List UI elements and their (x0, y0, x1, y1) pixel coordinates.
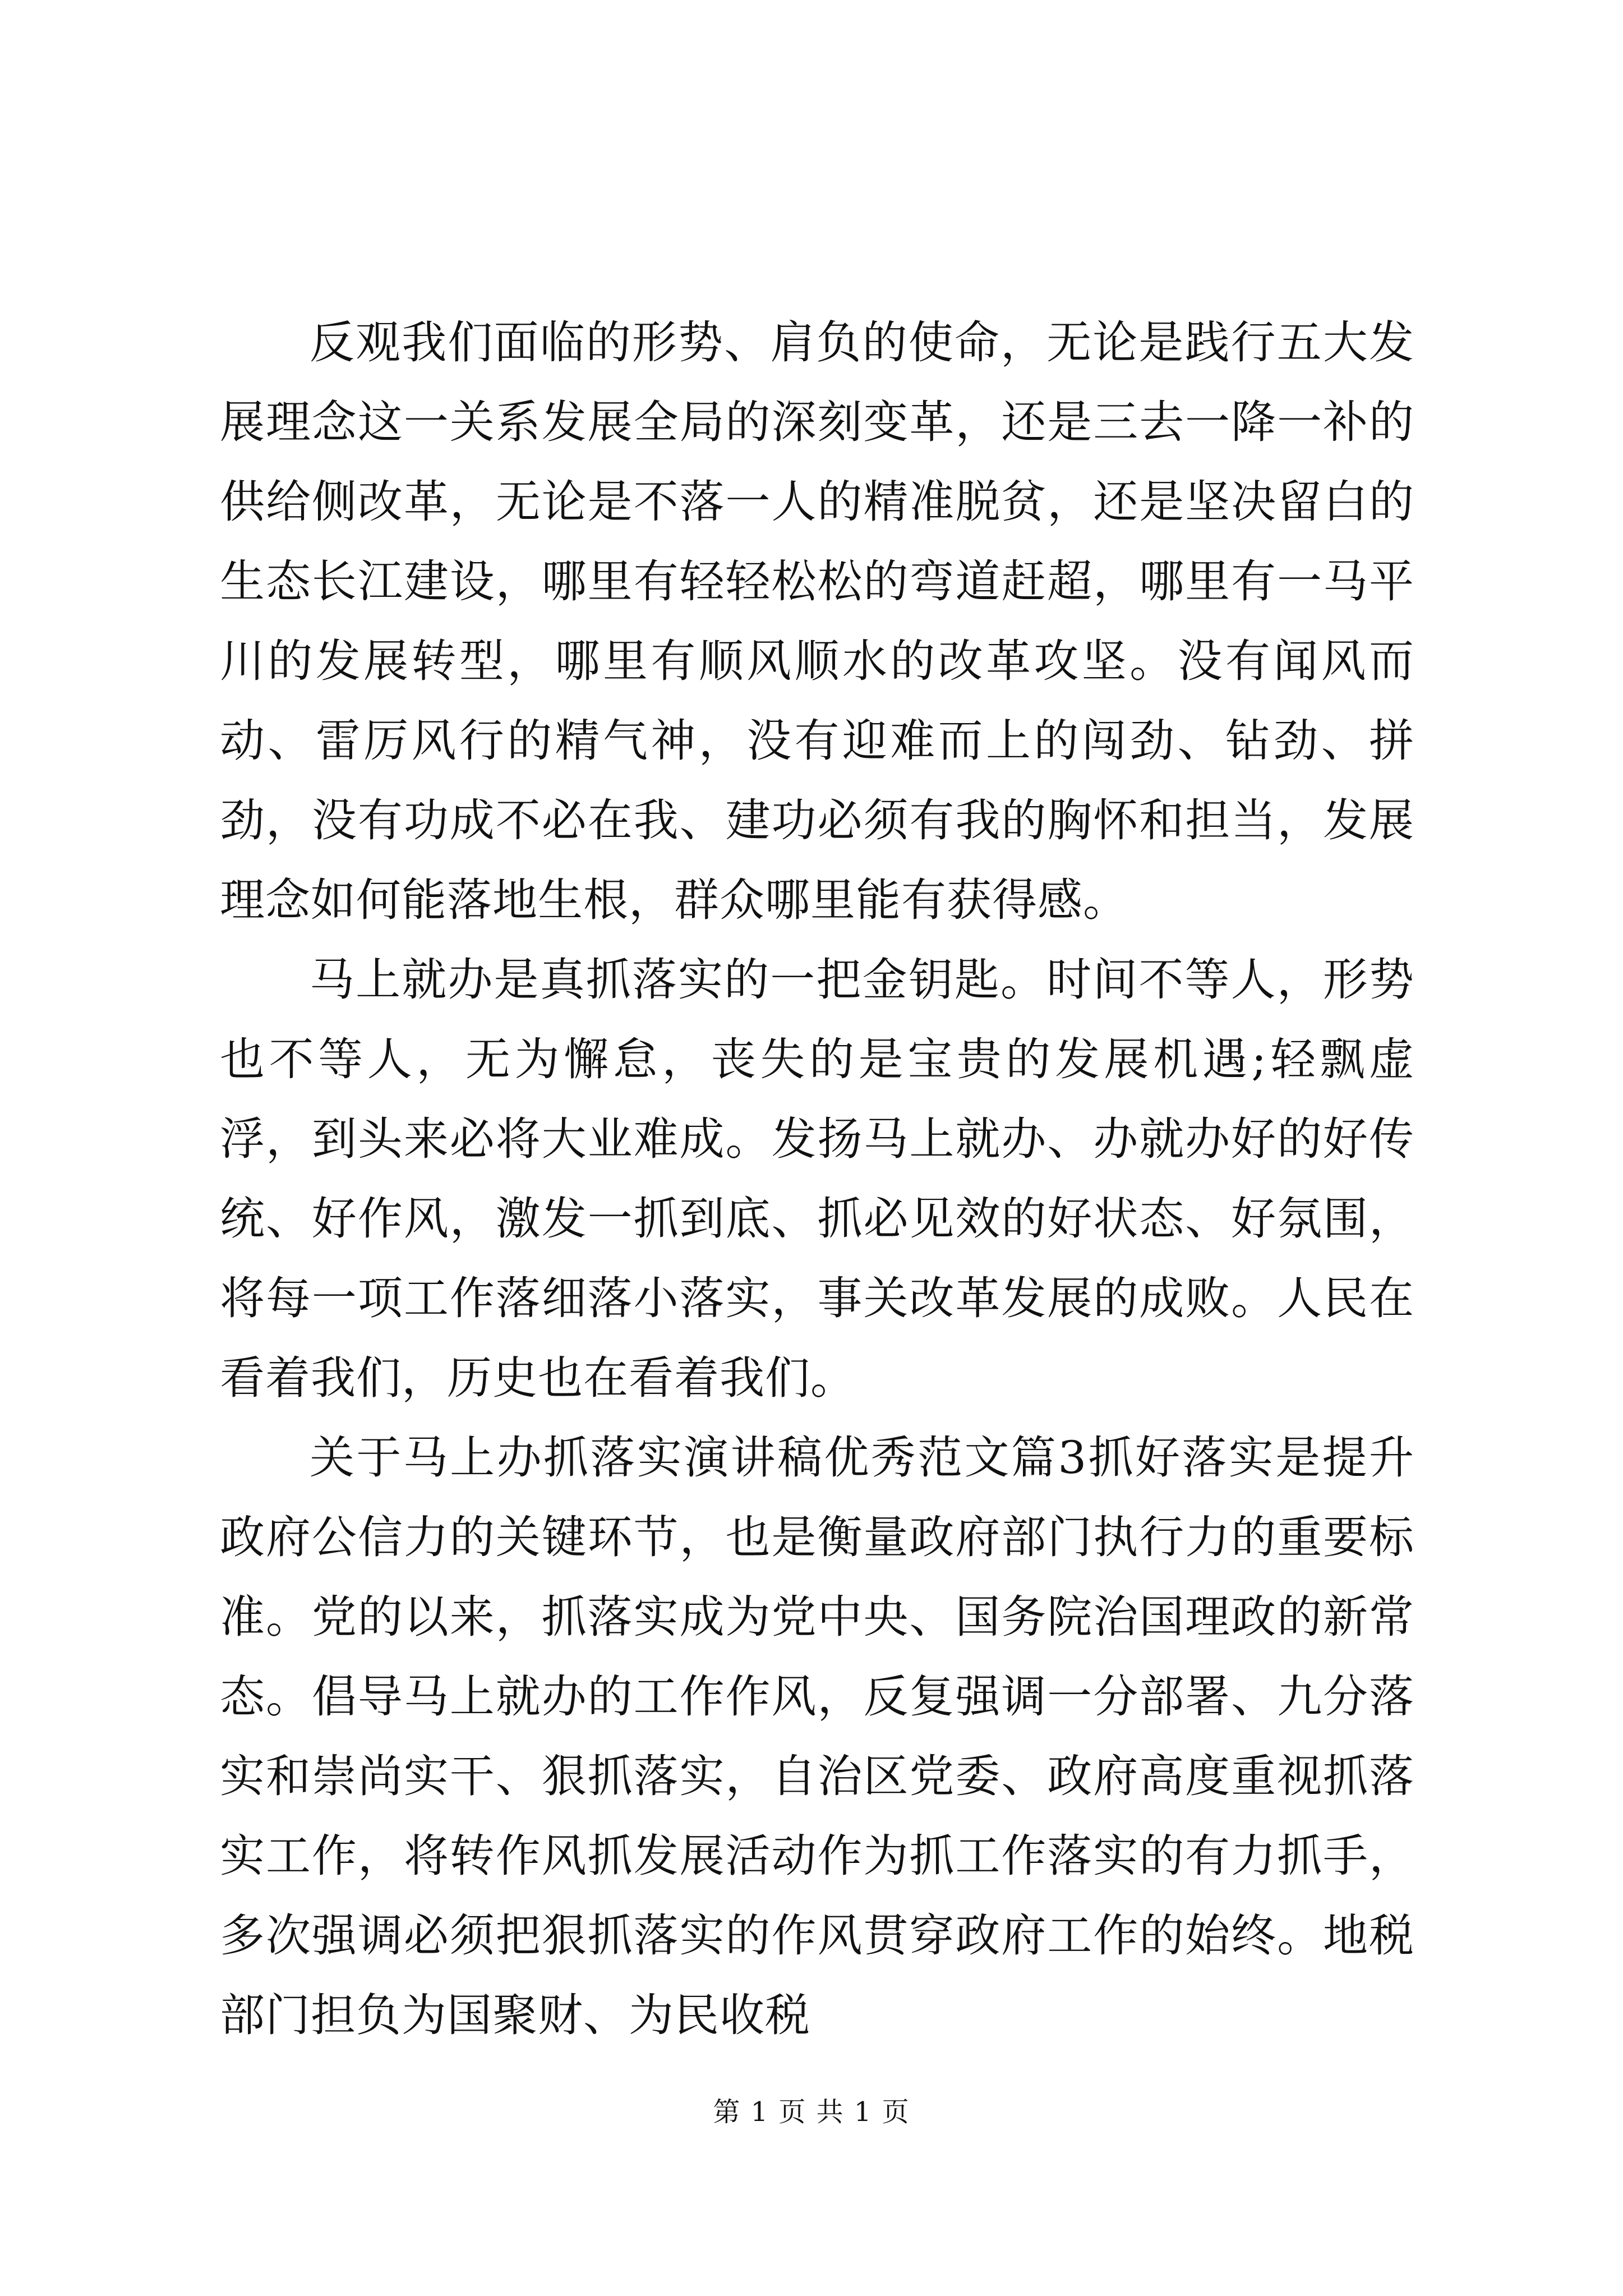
paragraph-2: 马上就办是真抓落实的一把金钥匙。时间不等人，形势也不等人，无为懈怠，丧失的是宝贵的发展机遇;轻飘虚浮，到头来必将大业难成。发扬马上就办、办就办好的好传统、好作风，激发一抓到底、抓必见效的好状态、好氛围，将每一项工作落细落小落实，事关改革发展的成败。人民在看着我们，历史也在看着我们。 (220, 954, 1414, 1404)
document-body (220, 303, 1414, 2055)
paragraph-1: 反观我们面临的形势、肩负的使命，无论是践行五大发展理念这一关系发展全局的深刻变革，还是三去一降一补的供给侧改革，无论是不落一人的精准脱贫，还是坚决留白的生态长江建设，哪里有轻轻松松的弯道赶超，哪里有一马平川的发展转型，哪里有顺风顺水的改革攻坚。没有闻风而动、雷厉风行的精气神，没有迎难而上的闯劲、钻劲、拼劲，没有功成不必在我、建功必须有我的胸怀和担当，发展理念如何能落地生根，群众哪里能有获得感。 (220, 316, 1414, 926)
paragraph-3: 关于马上办抓落实演讲稿优秀范文篇3抓好落实是提升政府公信力的关键环节，也是衡量政府部门执行力的重要标准。党的以来，抓落实成为党中央、国务院治国理政的新常态。倡导马上就办的工作作风，反复强调一分部署、九分落实和崇尚实干、狠抓落实，自治区党委、政府高度重视抓落实工作，将转作风抓发展活动作为抓工作落实的有力抓手，多次强调必须把狠抓落实的作风贯穿政府工作的始终。地税部门担负为国聚财、为民收税 (220, 1432, 1414, 2041)
page-footer: 第 1 页 共 1 页 (713, 2096, 910, 2128)
